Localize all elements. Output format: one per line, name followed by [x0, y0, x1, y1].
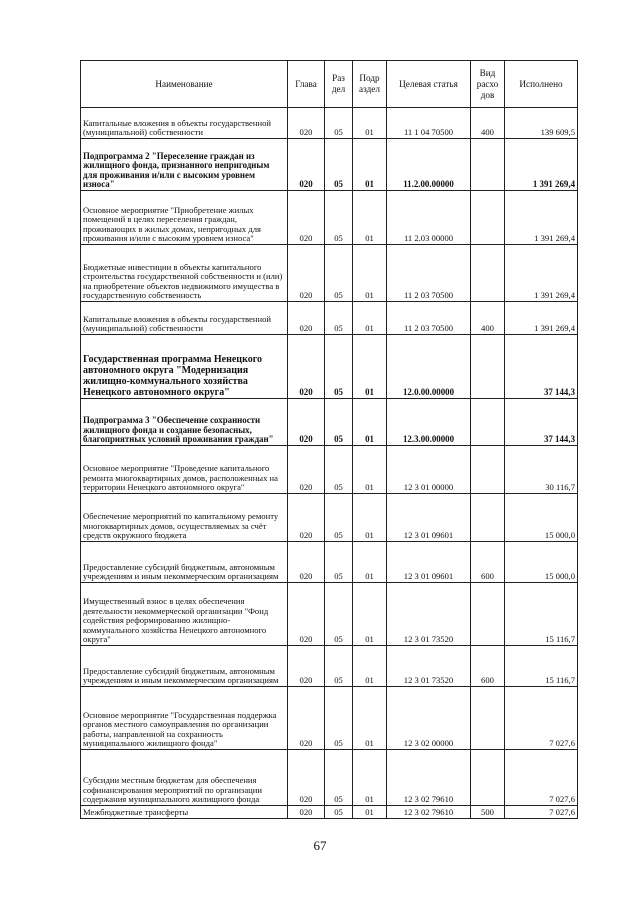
cell-podrazdel: 01 [353, 335, 387, 399]
cell-podrazdel: 01 [353, 399, 387, 446]
table-row [81, 806, 578, 819]
cell-name: Предоставление субсидий бюджетным, автономным учреждениям и иным некоммерческим организациям [81, 646, 288, 687]
cell-ispolneno: 7 027,6 [505, 806, 578, 819]
cell-name: Субсидии местным бюджетам для обеспечения софинансирования мероприятий по организации содержания муниципального жилищного фонда [81, 750, 288, 806]
cell-ispolneno: 1 391 269,4 [505, 245, 578, 302]
cell-vid [471, 583, 505, 646]
cell-statya: 11 2.03 00000 [387, 191, 471, 245]
cell-statya: 12 3 01 73520 [387, 646, 471, 687]
cell-vid [471, 399, 505, 446]
table-row [81, 245, 578, 302]
cell-glava: 020 [288, 139, 325, 191]
cell-vid: 400 [471, 302, 505, 335]
cell-vid [471, 139, 505, 191]
cell-vid [471, 750, 505, 806]
cell-ispolneno: 15 116,7 [505, 646, 578, 687]
cell-statya: 12 3 01 09601 [387, 494, 471, 542]
cell-podrazdel: 01 [353, 302, 387, 335]
cell-glava: 020 [288, 646, 325, 687]
cell-vid: 600 [471, 646, 505, 687]
cell-podrazdel: 01 [353, 191, 387, 245]
cell-razdel: 05 [325, 494, 353, 542]
cell-vid [471, 245, 505, 302]
table-body [81, 108, 578, 819]
cell-name: Имущественный взнос в целях обеспечения деятельности некоммерческой организации "Фонд содействия реформированию жилищно-коммунального хозяйства Ненецкого автономного округа" [81, 583, 288, 646]
cell-ispolneno: 15 000,0 [505, 494, 578, 542]
cell-podrazdel: 01 [353, 139, 387, 191]
cell-ispolneno: 37 144,3 [505, 399, 578, 446]
cell-name: Государственная программа Ненецкого автономного округа "Модернизация жилищно-коммунального хозяйства Ненецкого автономного округа" [81, 335, 288, 399]
cell-podrazdel: 01 [353, 806, 387, 819]
cell-vid [471, 335, 505, 399]
cell-vid [471, 446, 505, 494]
cell-podrazdel: 01 [353, 687, 387, 750]
cell-razdel: 05 [325, 806, 353, 819]
table-row [81, 646, 578, 687]
cell-name: Капитальные вложения в объекты государственной (муниципальной) собственности [81, 108, 288, 139]
cell-statya: 12 3 01 00000 [387, 446, 471, 494]
cell-name: Капитальные вложения в объекты государственной (муниципальной) собственности [81, 302, 288, 335]
table-row [81, 335, 578, 399]
cell-name: Основное мероприятие "Проведение капитального ремонта многоквартирных домов, расположенных на территории Ненецкого автономного округа" [81, 446, 288, 494]
table-row [81, 494, 578, 542]
cell-razdel: 05 [325, 139, 353, 191]
cell-statya: 12 3 02 79610 [387, 806, 471, 819]
cell-name: Предоставление субсидий бюджетным, автономным учреждениям и иным некоммерческим организациям [81, 542, 288, 583]
cell-razdel: 05 [325, 108, 353, 139]
cell-razdel: 05 [325, 583, 353, 646]
cell-statya: 12.3.00.00000 [387, 399, 471, 446]
cell-podrazdel: 01 [353, 245, 387, 302]
cell-razdel: 05 [325, 245, 353, 302]
cell-glava: 020 [288, 245, 325, 302]
cell-statya: 12 3 02 00000 [387, 687, 471, 750]
cell-statya: 11 2 03 70500 [387, 302, 471, 335]
cell-podrazdel: 01 [353, 494, 387, 542]
budget-table [80, 60, 578, 819]
table-row [81, 108, 578, 139]
cell-podrazdel: 01 [353, 542, 387, 583]
cell-razdel: 05 [325, 750, 353, 806]
table-row [81, 302, 578, 335]
cell-name: Бюджетные инвестиции в объекты капитального строительства государственной собственности и (или) на приобретение объектов недвижимого имущества в государственную собственность [81, 245, 288, 302]
cell-glava: 020 [288, 494, 325, 542]
cell-razdel: 05 [325, 399, 353, 446]
header-podrazdel: Подр аздел [353, 61, 387, 108]
cell-razdel: 05 [325, 302, 353, 335]
table-row [81, 139, 578, 191]
cell-ispolneno: 1 391 269,4 [505, 191, 578, 245]
header-name: Наименование [81, 61, 288, 108]
cell-statya: 12.0.00.00000 [387, 335, 471, 399]
cell-glava: 020 [288, 583, 325, 646]
cell-glava: 020 [288, 399, 325, 446]
table-row [81, 687, 578, 750]
header-glava: Глава [288, 61, 325, 108]
cell-razdel: 05 [325, 191, 353, 245]
cell-glava: 020 [288, 750, 325, 806]
cell-razdel: 05 [325, 446, 353, 494]
cell-ispolneno: 1 391 269,4 [505, 139, 578, 191]
cell-podrazdel: 01 [353, 646, 387, 687]
cell-vid: 400 [471, 108, 505, 139]
cell-razdel: 05 [325, 687, 353, 750]
cell-podrazdel: 01 [353, 583, 387, 646]
header-razdel: Раз дел [325, 61, 353, 108]
cell-podrazdel: 01 [353, 750, 387, 806]
cell-glava: 020 [288, 108, 325, 139]
cell-vid [471, 191, 505, 245]
table-row [81, 399, 578, 446]
cell-ispolneno: 139 609,5 [505, 108, 578, 139]
cell-vid: 600 [471, 542, 505, 583]
cell-statya: 11 2 03 70500 [387, 245, 471, 302]
table-row [81, 446, 578, 494]
cell-ispolneno: 7 027,6 [505, 687, 578, 750]
cell-statya: 12 3 02 79610 [387, 750, 471, 806]
cell-razdel: 05 [325, 646, 353, 687]
cell-glava: 020 [288, 542, 325, 583]
table-row [81, 542, 578, 583]
table-row [81, 750, 578, 806]
table-row [81, 191, 578, 245]
cell-glava: 020 [288, 335, 325, 399]
header-vid: Вид расхо дов [471, 61, 505, 108]
cell-glava: 020 [288, 446, 325, 494]
cell-glava: 020 [288, 302, 325, 335]
cell-ispolneno: 15 116,7 [505, 583, 578, 646]
header-statya: Целевая статья [387, 61, 471, 108]
header-row [81, 61, 578, 108]
cell-statya: 12 3 01 73520 [387, 583, 471, 646]
cell-statya: 11 1 04 70500 [387, 108, 471, 139]
cell-name: Обеспечение мероприятий по капитальному ремонту многоквартирных домов, осуществляемых за счёт средств окружного бюджета [81, 494, 288, 542]
cell-ispolneno: 37 144,3 [505, 335, 578, 399]
page-number: 67 [313, 838, 327, 853]
cell-name: Подпрограмма 3 "Обеспечение сохранности жилищного фонда и создание безопасных, благоприятных условий проживания граждан" [81, 399, 288, 446]
cell-razdel: 05 [325, 542, 353, 583]
cell-name: Межбюджетные трансферты [81, 806, 288, 819]
cell-name: Основное мероприятие "Приобретение жилых помещений в целях переселения граждан, проживающих в жилых домах, непригодных для проживания и/или с высоким уровнем износа" [81, 191, 288, 245]
cell-razdel: 05 [325, 335, 353, 399]
cell-ispolneno: 1 391 269,4 [505, 302, 578, 335]
cell-name: Подпрограмма 2 "Переселение граждан из жилищного фонда, признанного непригодным для проживания и/или с высоким уровнем износа" [81, 139, 288, 191]
cell-glava: 020 [288, 687, 325, 750]
cell-vid [471, 494, 505, 542]
cell-vid: 500 [471, 806, 505, 819]
cell-statya: 11.2.00.00000 [387, 139, 471, 191]
cell-glava: 020 [288, 806, 325, 819]
cell-ispolneno: 7 027,6 [505, 750, 578, 806]
cell-statya: 12 3 01 09601 [387, 542, 471, 583]
cell-ispolneno: 15 000,0 [505, 542, 578, 583]
cell-glava: 020 [288, 191, 325, 245]
cell-name: Основное мероприятие "Государственная поддержка органов местного самоуправления по организации работы, направленной на сохранность муниципального жилищного фонда" [81, 687, 288, 750]
cell-vid [471, 687, 505, 750]
cell-ispolneno: 30 116,7 [505, 446, 578, 494]
cell-podrazdel: 01 [353, 108, 387, 139]
header-ispolneno: Исполнено [505, 61, 578, 108]
table-row [81, 583, 578, 646]
cell-podrazdel: 01 [353, 446, 387, 494]
